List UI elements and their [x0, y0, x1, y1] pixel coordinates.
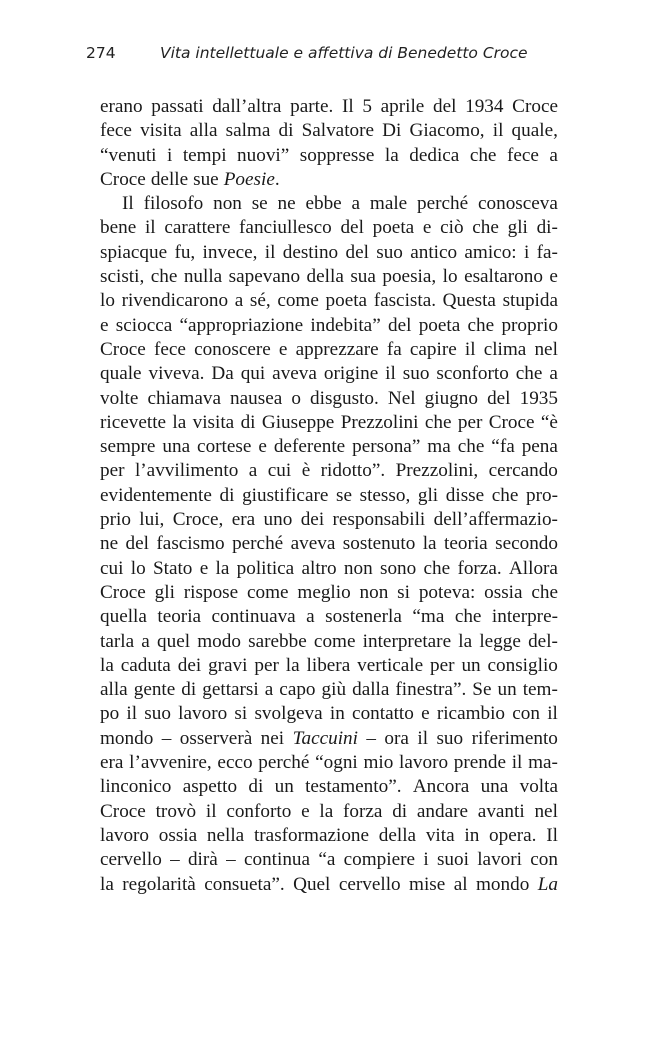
text-line: e sciocca “appropriazione indebita” del poeta che proprio [100, 314, 558, 336]
text-line: quella teoria continuava a sostenerla “ma che interpre- [100, 606, 558, 628]
text-line: erano passati dall’altra parte. Il 5 aprile del 1934 Croce [100, 96, 558, 117]
text-line: la caduta dei gravi per la libera verticale per un consiglio [100, 654, 558, 676]
text-line: alla gente di gettarsi a capo giù dalla finestra”. Se un tem- [100, 679, 558, 701]
text-line: Croce gli rispose come meglio non si poteva: ossia che [100, 581, 558, 603]
text-line: la regolarità consueta”. Quel cervello mise al mondo La [100, 873, 558, 895]
running-head [86, 44, 566, 62]
text-line: era l’avvenire, ecco perché “ogni mio lavoro prende il ma- [100, 752, 558, 774]
text-line: “venuti i tempi nuovi” soppresse la dedica che fece a [100, 144, 558, 166]
text-line: Croce trovò il conforto e la forza di andare avanti nel [100, 800, 558, 822]
text-line: tarla a quel modo sarebbe come interpretare la legge del- [100, 630, 558, 652]
text-line: scisti, che nulla sapevano della sua poesia, lo esaltarono e [100, 266, 558, 288]
text-line: fece visita alla salma di Salvatore Di Giacomo, il quale, [100, 120, 558, 142]
page-number: 274 [86, 44, 116, 62]
running-title: Vita intellettuale e affettiva di Benedetto Croce [160, 44, 528, 62]
text-line: mondo – osserverà nei Taccuini – ora il suo riferimento [100, 727, 558, 749]
text-line: linconico aspetto di un testamento”. Ancora una volta [100, 776, 558, 798]
text-line: bene il carattere fanciullesco del poeta e ciò che gli di- [100, 217, 558, 239]
text-line: spiacque fu, invece, il destino del suo antico amico: i fa- [100, 241, 558, 263]
text-line: Croce delle sue Poesie. [100, 168, 280, 190]
text-line: per l’avvilimento a cui è ridotto”. Prezzolini, cercando [100, 460, 558, 482]
text-line: sempre una cortese e deferente persona” ma che “fa pena [100, 436, 558, 458]
text-line: ricevette la visita di Giuseppe Prezzolini che per Croce “è [100, 411, 558, 433]
text-line: Il filosofo non se ne ebbe a male perché conosceva [122, 193, 558, 215]
text-line: po il suo lavoro si svolgeva in contatto e ricambio con il [100, 703, 558, 725]
text-line: cervello – dirà – continua “a compiere i suoi lavori con [100, 849, 558, 871]
text-line: lavoro ossia nella trasformazione della vita in opera. Il [100, 824, 558, 846]
text-line: prio lui, Croce, era uno dei responsabili dell’affermazio- [100, 509, 558, 531]
body-text [100, 95, 558, 897]
text-line: lo rivendicarono a sé, come poeta fascista. Questa stupida [100, 290, 558, 312]
text-line: quale viveva. Da qui aveva origine il suo sconforto che a [100, 363, 558, 385]
text-line: evidentemente di giustificare se stesso, gli disse che pro- [100, 484, 558, 506]
text-line: volte chiamava nausea o disgusto. Nel giugno del 1935 [100, 387, 558, 409]
text-line: cui lo Stato e la politica altro non sono che forza. Allora [100, 557, 558, 579]
text-line: Croce fece conoscere e apprezzare fa capire il clima nel [100, 338, 558, 360]
text-line: ne del fascismo perché aveva sostenuto la teoria secondo [100, 533, 558, 555]
